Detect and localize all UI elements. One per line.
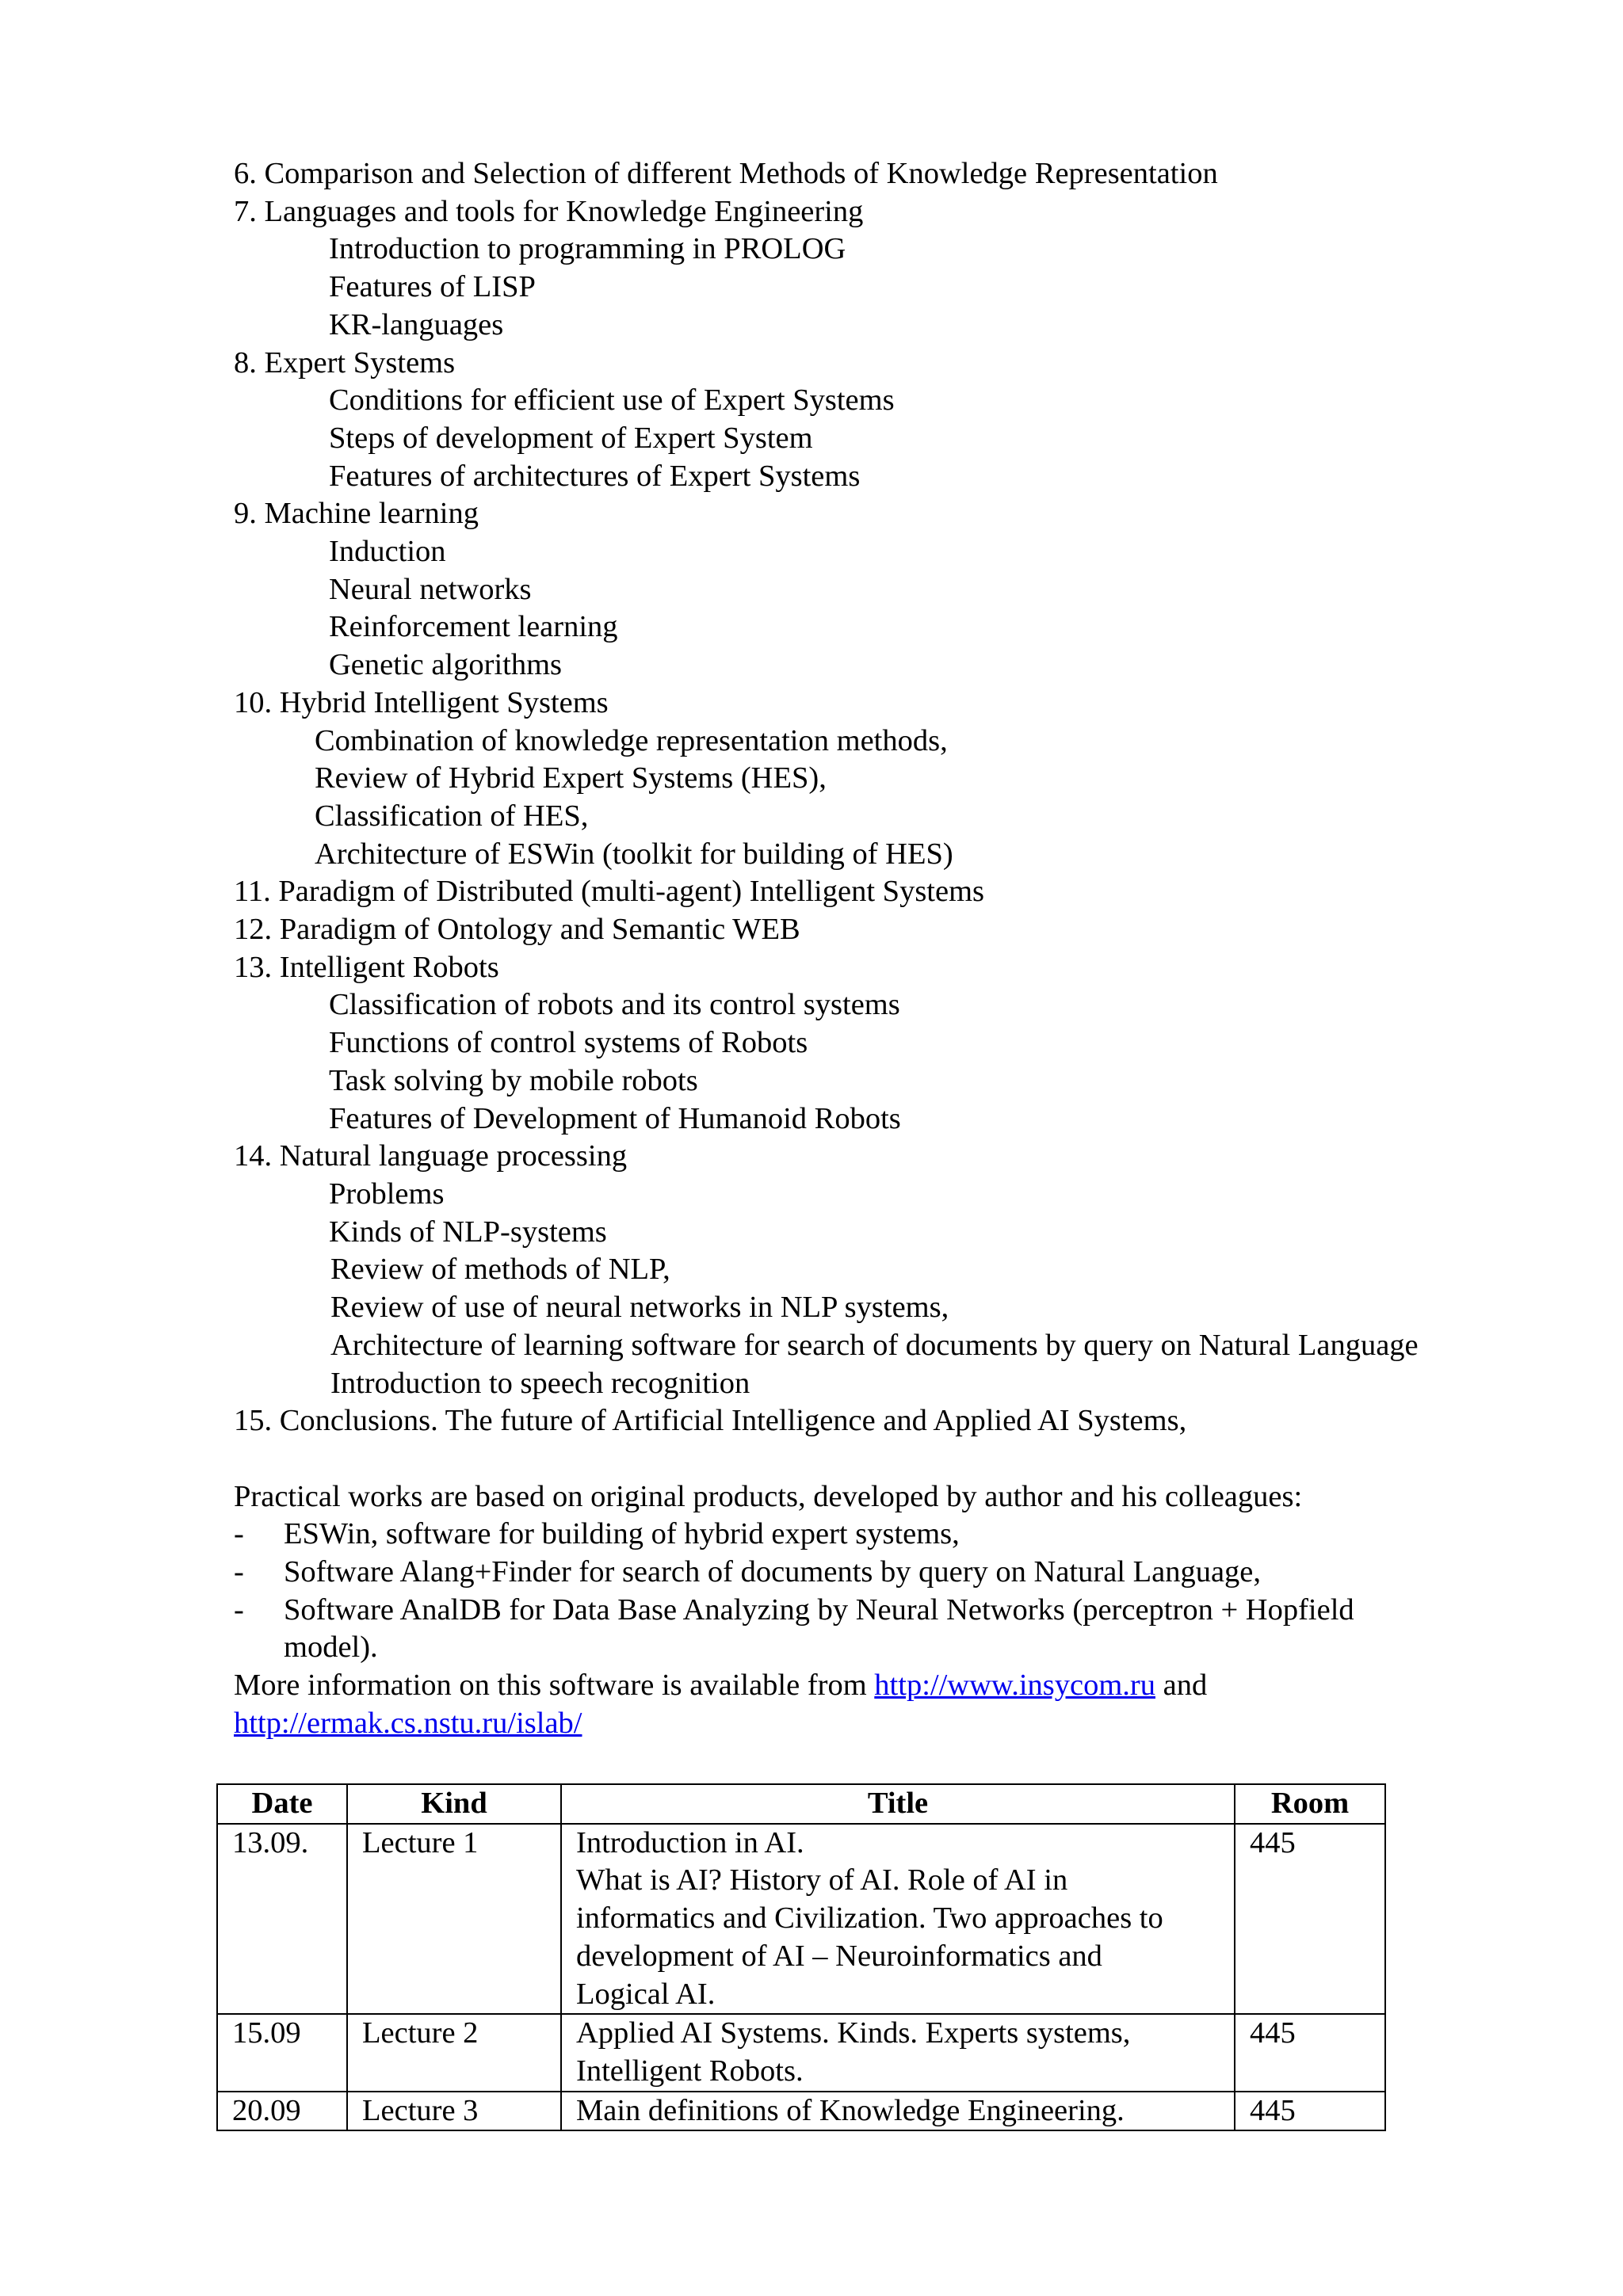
outline-subitem: Induction	[329, 535, 446, 569]
cell-kind: Lecture 3	[347, 2092, 561, 2131]
outline-subitem: Functions of control systems of Robots	[329, 1026, 808, 1060]
header-kind: Kind	[347, 1784, 561, 1824]
software-list-item	[234, 1516, 1419, 1554]
outline-subitem: Architecture of learning software for search of documents by query on Natural Language	[330, 1328, 1419, 1362]
outline-item: 14. Natural language processing	[234, 1139, 628, 1173]
outline-item: 12. Paradigm of Ontology and Semantic WEB	[234, 913, 800, 947]
outline-subitem: Conditions for efficient use of Expert Systems	[329, 383, 895, 418]
software-list	[234, 1516, 1419, 1667]
outline-subitem: Kinds of NLP-systems	[329, 1215, 607, 1249]
table-header-row	[217, 1784, 1385, 1824]
outline-subitem: Neural networks	[329, 572, 532, 606]
title-line: development of AI – Neuroinformatics and	[576, 1939, 1102, 1973]
outline-subitem: Features of architectures of Expert Systems	[329, 459, 861, 493]
cell-room: 445	[1235, 2092, 1385, 2131]
document-body	[234, 155, 1419, 1743]
cell-room: 445	[1235, 1824, 1385, 2015]
cell-date: 15.09	[217, 2014, 347, 2091]
outline-item: 13. Intelligent Robots	[234, 950, 499, 984]
header-title: Title	[561, 1784, 1235, 1824]
outline-subitem: Genetic algorithms	[329, 648, 563, 682]
outline-subitem: Steps of development of Expert System	[329, 421, 813, 455]
title-line: informatics and Civilization. Two approaches to	[576, 1901, 1163, 1936]
islab-link-line	[234, 1705, 1419, 1743]
cell-title	[561, 2014, 1235, 2091]
outline-subitem: Review of use of neural networks in NLP systems,	[330, 1291, 949, 1325]
outline-item: 10. Hybrid Intelligent Systems	[234, 685, 609, 719]
cell-date: 13.09.	[217, 1824, 347, 2015]
practical-works-section	[234, 1478, 1419, 1743]
outline-subitem: KR-languages	[329, 307, 504, 341]
outline-subitem: Review of Hybrid Expert Systems (HES),	[315, 761, 827, 795]
cell-date: 20.09	[217, 2092, 347, 2131]
outline-subitem: Architecture of ESWin (toolkit for building of HES)	[315, 837, 953, 871]
header-date: Date	[217, 1784, 347, 1824]
table-row	[217, 1824, 1385, 2015]
outline-subitem: Features of Development of Humanoid Robots	[329, 1101, 901, 1135]
more-info-text: More information on this software is available from	[234, 1669, 875, 1703]
cell-kind: Lecture 2	[347, 2014, 561, 2091]
spacer	[234, 1440, 1419, 1478]
bullet-dash: -	[234, 1592, 244, 1627]
table-row	[217, 2092, 1385, 2131]
outline-item: 6. Comparison and Selection of different Methods of Knowledge Representation	[234, 157, 1218, 190]
outline-subitem: Problems	[329, 1177, 445, 1211]
software-list-continuation: model).	[284, 1630, 378, 1665]
islab-link[interactable]: http://ermak.cs.nstu.ru/islab/	[234, 1706, 582, 1740]
practical-intro: Practical works are based on original products, developed by author and his colleagues:	[234, 1479, 1303, 1513]
outline-subitem: Introduction to speech recognition	[330, 1366, 750, 1400]
software-list-text: Software Alang+Finder for search of documents by query on Natural Language,	[284, 1555, 1262, 1589]
outline-subitem: Features of LISP	[329, 270, 536, 304]
title-line: Logical AI.	[576, 1977, 716, 2011]
more-info-line	[234, 1667, 1419, 1705]
outline-subitem: Classification of robots and its control systems	[329, 988, 900, 1022]
cell-title	[561, 2092, 1235, 2131]
outline-subitem: Review of methods of NLP,	[330, 1253, 670, 1287]
title-line: Intelligent Robots.	[576, 2054, 804, 2088]
title-line: Introduction in AI.	[576, 1825, 804, 1859]
outline-subitem: Classification of HES,	[315, 799, 589, 833]
software-list-text: ESWin, software for building of hybrid expert systems,	[284, 1517, 960, 1551]
cell-room: 445	[1235, 2014, 1385, 2091]
title-line: Main definitions of Knowledge Engineering.	[576, 2093, 1125, 2127]
header-room: Room	[1235, 1784, 1385, 1824]
outline-item: 11. Paradigm of Distributed (multi-agent) Intelligent Systems	[234, 875, 985, 909]
outline-item: 15. Conclusions. The future of Artificial Intelligence and Applied AI Systems,	[234, 1404, 1187, 1438]
outline-item: 7. Languages and tools for Knowledge Engineering	[234, 194, 864, 228]
bullet-dash: -	[234, 1517, 244, 1551]
software-list-item	[234, 1592, 1419, 1630]
outline-subitem: Introduction to programming in PROLOG	[329, 232, 846, 266]
table-row	[217, 2014, 1385, 2091]
schedule-body	[217, 1824, 1385, 2131]
more-info-and: and	[1155, 1669, 1208, 1703]
insycom-link[interactable]: http://www.insycom.ru	[874, 1669, 1155, 1703]
outline-item: 8. Expert Systems	[234, 345, 456, 379]
outline-subitem: Reinforcement learning	[329, 610, 618, 644]
course-outline	[234, 155, 1419, 1440]
cell-title	[561, 1824, 1235, 2015]
software-list-item	[234, 1554, 1419, 1592]
outline-subitem: Combination of knowledge representation methods,	[315, 723, 948, 757]
title-line: What is AI? History of AI. Role of AI in	[576, 1863, 1068, 1897]
outline-subitem: Task solving by mobile robots	[329, 1063, 698, 1097]
bullet-dash: -	[234, 1555, 244, 1589]
outline-item: 9. Machine learning	[234, 497, 479, 531]
schedule-table	[216, 1783, 1386, 2131]
software-list-text: Software AnalDB for Data Base Analyzing by Neural Networks (perceptron + Hopfield	[284, 1592, 1354, 1627]
cell-kind: Lecture 1	[347, 1824, 561, 2015]
title-line: Applied AI Systems. Kinds. Experts systems,	[576, 2016, 1131, 2050]
